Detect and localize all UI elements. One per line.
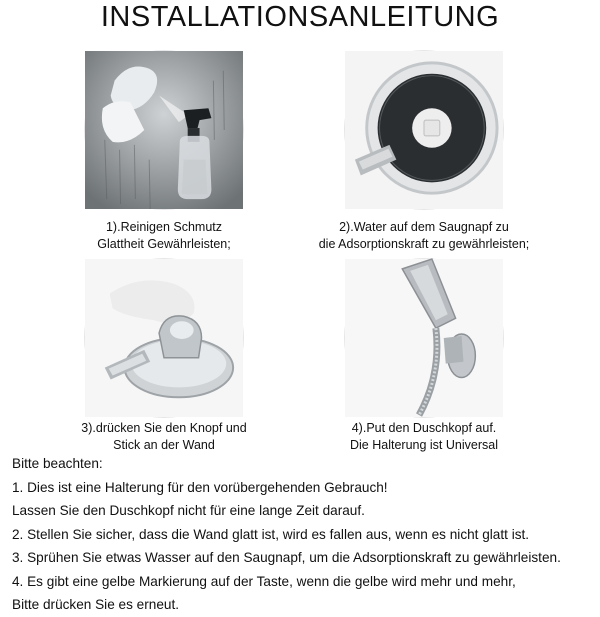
step-1-caption-line1: 1).Reinigen Schmutz bbox=[105, 220, 223, 234]
step-2-caption-line1: 2).Water auf dem Saugnapf zu bbox=[339, 220, 509, 234]
step-3-caption bbox=[34, 420, 294, 454]
step-3-caption-line2: Stick an der Wand bbox=[113, 438, 215, 452]
step-2-caption bbox=[294, 219, 554, 253]
page-title: INSTALLATIONSANLEITUNG bbox=[100, 1, 500, 33]
cleaning-glass-spray-image bbox=[84, 50, 244, 210]
note-line: 1. Dies ist eine Halterung für den vorübergehenden Gebrauch! bbox=[12, 479, 388, 495]
notes-section bbox=[12, 452, 596, 617]
step-2-caption-line2: die Adsorptionskraft zu gewährleisten; bbox=[318, 237, 530, 251]
note-line: 3. Sprühen Sie etwas Wasser auf den Saugnapf, um die Adsorptionskraft zu gewährleisten. bbox=[12, 550, 561, 565]
notes-heading: Bitte beachten: bbox=[12, 456, 103, 471]
step-4-caption-line1: 4).Put den Duschkopf auf. bbox=[351, 421, 497, 435]
note-line: Bitte drücken Sie es erneut. bbox=[12, 597, 179, 612]
step-4-caption-line2: Die Halterung ist Universal bbox=[350, 438, 498, 452]
suction-cup-image bbox=[344, 50, 504, 210]
step-1-caption-line2: Glattheit Gewährleisten; bbox=[97, 237, 231, 251]
step-4-caption bbox=[294, 420, 554, 454]
showerhead-holder-image bbox=[344, 258, 504, 418]
step-1-caption bbox=[34, 219, 294, 253]
press-button-image bbox=[84, 258, 244, 418]
step-3-caption-line1: 3).drücken Sie den Knopf und bbox=[81, 421, 247, 435]
note-line: 2. Stellen Sie sicher, dass die Wand glatt ist, wird es fallen aus, wenn es nicht glatt ist. bbox=[12, 526, 530, 542]
note-line: 4. Es gibt eine gelbe Markierung auf der Taste, wenn die gelbe wird mehr und mehr, bbox=[12, 573, 516, 589]
note-line: Lassen Sie den Duschkopf nicht für eine lange Zeit darauf. bbox=[12, 503, 365, 518]
